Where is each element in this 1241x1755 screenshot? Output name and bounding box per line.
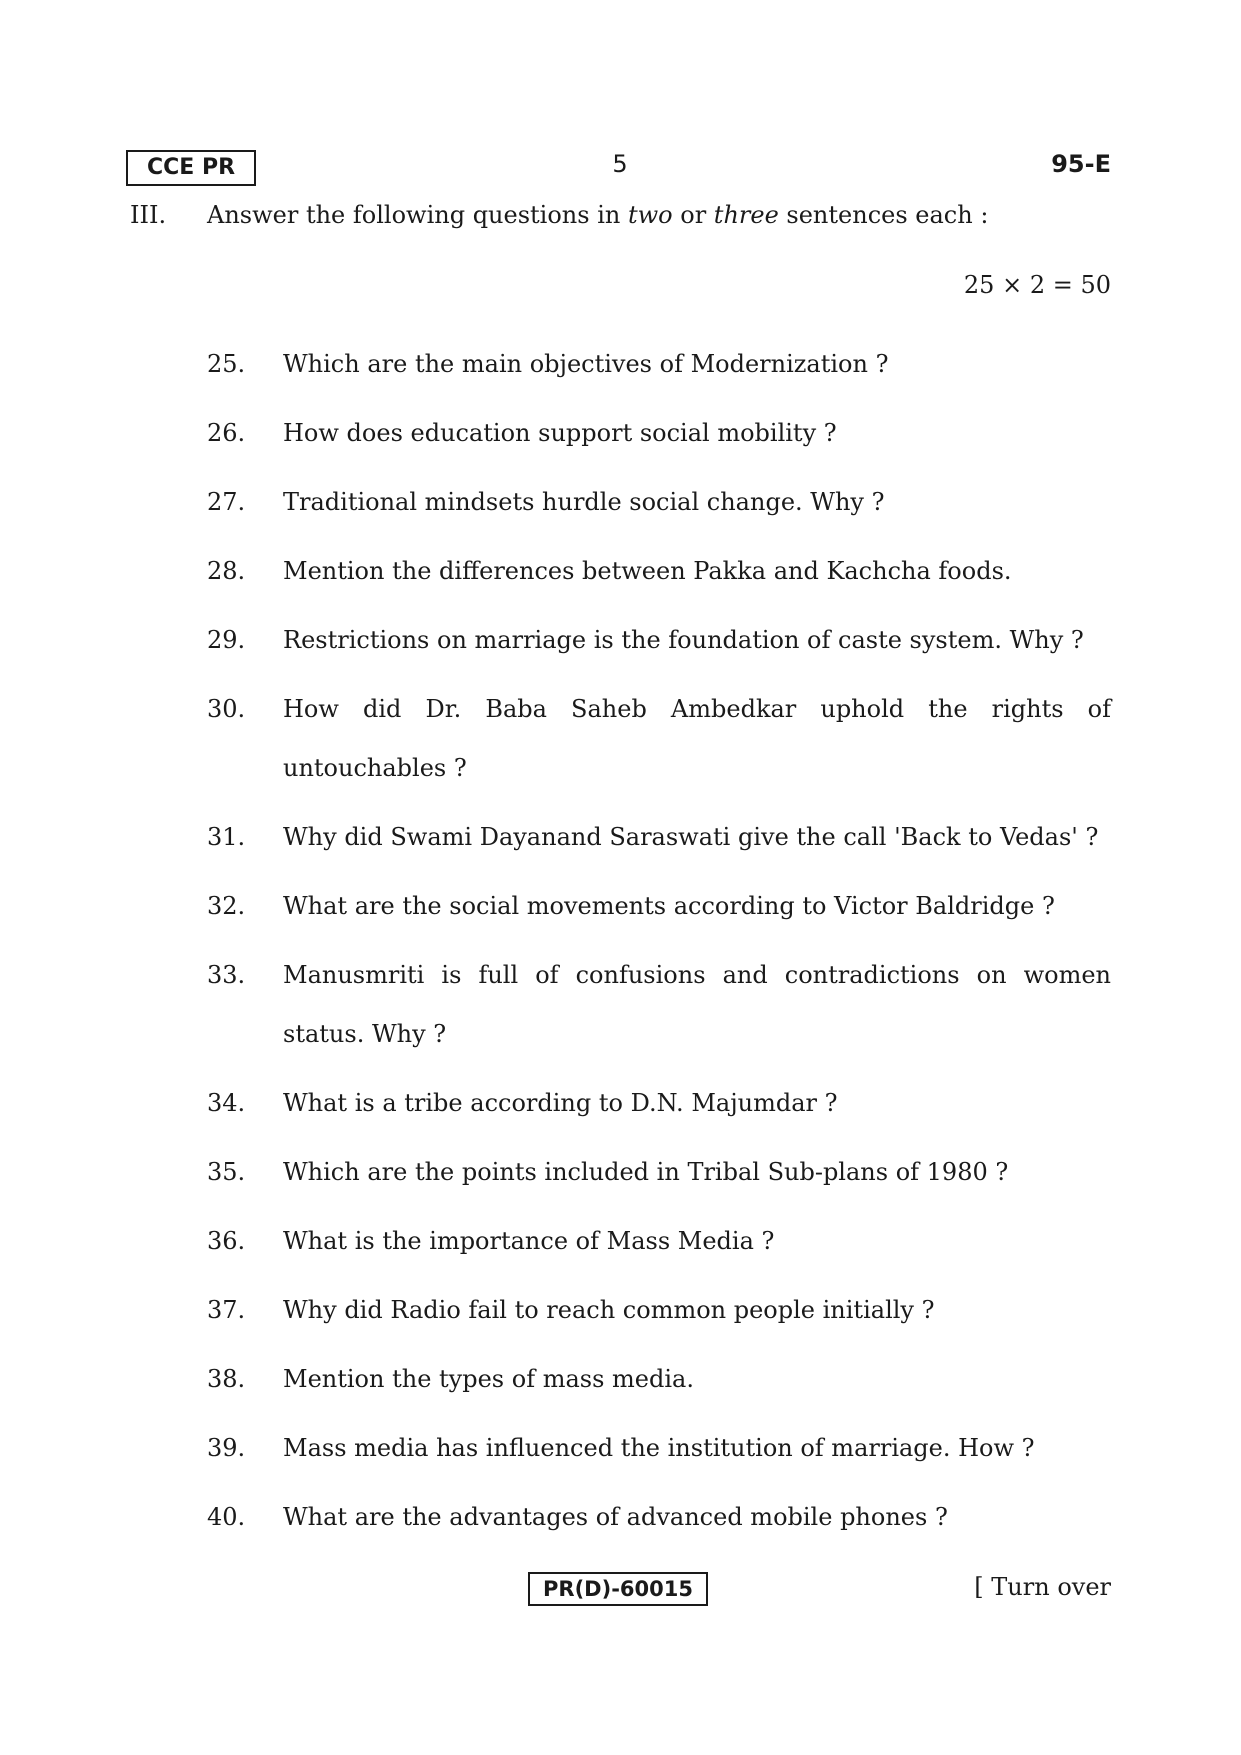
section-instruction — [207, 198, 988, 232]
question-text: Mass media has influenced the institution of marriage. How ? — [283, 1434, 1035, 1462]
question-item — [207, 1350, 1111, 1409]
question-number: 25. — [207, 350, 246, 378]
question-number: 39. — [207, 1434, 246, 1462]
question-item — [207, 1212, 1111, 1271]
question-item — [207, 404, 1111, 463]
question-text: Why did Swami Dayanand Saraswati give the call 'Back to Vedas' ? — [283, 823, 1099, 851]
question-item — [207, 1419, 1111, 1478]
turn-over-note: [ Turn over — [974, 1573, 1111, 1601]
question-item — [207, 680, 1111, 798]
question-text: Which are the points included in Tribal Sub-plans of 1980 ? — [283, 1158, 1009, 1186]
question-item — [207, 1488, 1111, 1547]
question-number: 40. — [207, 1503, 246, 1531]
question-text: Traditional mindsets hurdle social change. Why ? — [283, 488, 885, 516]
question-number: 36. — [207, 1227, 246, 1255]
question-text: How does education support social mobility ? — [283, 419, 837, 447]
instruction-part-2: sentences each : — [778, 201, 989, 229]
question-text: What are the social movements according to Victor Baldridge ? — [283, 892, 1055, 920]
question-item — [207, 877, 1111, 936]
question-number: 26. — [207, 419, 246, 447]
question-text: What is the importance of Mass Media ? — [283, 1227, 775, 1255]
page-number: 5 — [612, 150, 628, 178]
question-text: What are the advantages of advanced mobile phones ? — [283, 1503, 948, 1531]
question-item — [207, 335, 1111, 394]
question-item — [207, 808, 1111, 867]
question-text: Mention the differences between Pakka and Kachcha foods. — [283, 557, 1012, 585]
instruction-three: three — [713, 201, 779, 229]
question-number: 33. — [207, 961, 246, 989]
question-text: Restrictions on marriage is the foundation of caste system. Why ? — [283, 626, 1084, 654]
question-text: How did Dr. Baba Saheb Ambedkar uphold the rights of untouchables ? — [283, 695, 1111, 782]
question-number: 31. — [207, 823, 246, 851]
question-text: Why did Radio fail to reach common people initially ? — [283, 1296, 935, 1324]
question-list — [207, 335, 1111, 1557]
question-number: 30. — [207, 695, 246, 723]
question-number: 27. — [207, 488, 246, 516]
question-number: 32. — [207, 892, 246, 920]
question-text: Which are the main objectives of Modernization ? — [283, 350, 889, 378]
question-item — [207, 1143, 1111, 1202]
paper-code: 95-E — [1051, 150, 1111, 178]
question-item — [207, 542, 1111, 601]
paper-id-box: PR(D)-60015 — [528, 1572, 708, 1606]
question-item — [207, 1281, 1111, 1340]
question-text: What is a tribe according to D.N. Majumdar ? — [283, 1089, 838, 1117]
question-item — [207, 611, 1111, 670]
question-number: 28. — [207, 557, 246, 585]
instruction-part-1: Answer the following questions in — [207, 201, 628, 229]
exam-series-box: CCE PR — [126, 150, 256, 186]
question-number: 34. — [207, 1089, 246, 1117]
section-marks: 25 × 2 = 50 — [963, 271, 1111, 299]
question-item — [207, 1074, 1111, 1133]
question-text: Manusmriti is full of confusions and contradictions on women status. Why ? — [283, 961, 1111, 1048]
question-number: 29. — [207, 626, 246, 654]
question-text: Mention the types of mass media. — [283, 1365, 694, 1393]
question-item — [207, 946, 1111, 1064]
question-item — [207, 473, 1111, 532]
question-number: 35. — [207, 1158, 246, 1186]
question-number: 37. — [207, 1296, 246, 1324]
section-number: III. — [130, 201, 167, 229]
instruction-or: or — [672, 201, 714, 229]
instruction-two: two — [627, 201, 673, 229]
question-number: 38. — [207, 1365, 246, 1393]
